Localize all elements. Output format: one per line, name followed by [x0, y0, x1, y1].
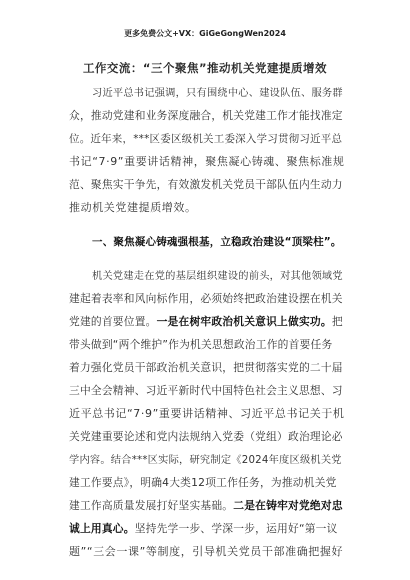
body-text-line	[69, 545, 343, 559]
line-text: 学内容。结合***区实际，研究制定《2024年度区级机关党	[69, 454, 342, 466]
line-text: 着力强化党员干部政治机关意识，把贯彻落实党的二十届	[69, 361, 343, 374]
line-text: 三中全会精神、习近平新时代中国特色社会主义思想、习	[69, 384, 343, 397]
line-text: 推动机关党建提质增效。	[69, 201, 197, 214]
body-text-line	[69, 522, 338, 536]
body-text-line	[69, 201, 197, 215]
line-tail-text: 坚持先学一步、学深一步，运用好“第一议	[134, 522, 338, 535]
document-title: 工作交流：“三个聚焦”推动机关党建提质增效	[82, 61, 328, 75]
line-text: 一、聚焦凝心铸魂强根基，立稳政治建设“顶梁柱”。	[92, 236, 342, 248]
body-text-line	[69, 132, 342, 146]
body-text-line	[69, 384, 343, 398]
body-text-line	[69, 453, 342, 467]
body-text-line	[69, 361, 343, 375]
line-text: 关党建重要论述和党内法规纳入党委（党组）政治理论必	[69, 430, 343, 443]
section-heading	[92, 235, 342, 249]
body-text-line	[69, 292, 343, 306]
body-text-line	[69, 430, 343, 444]
line-text: 习近平总书记强调，只有围绕中心、建设队伍、服务群	[92, 87, 343, 99]
emphasis-text: 一是在树牢政治机关意识上做实功。	[156, 315, 332, 328]
line-text: 建工作要点》，明确4大类12项工作任务，为推动机关党	[69, 476, 337, 489]
body-text-line	[69, 155, 345, 169]
line-text: 题”“三会一课”等制度，引导机关党员干部准确把握好	[69, 545, 344, 558]
body-text-line	[69, 315, 343, 329]
line-text: 众，推动党建和业务深度融合，机关党建工作才能找准定	[69, 109, 343, 122]
body-text-line	[69, 178, 343, 192]
line-text: 建工作高质量发展打好坚实基础。	[69, 499, 234, 512]
body-text-line	[69, 499, 343, 513]
emphasis-text: 二是在铸牢对党绝对忠	[233, 499, 343, 512]
body-text-line	[69, 109, 343, 123]
page-header-note: 更多免费公文+VX：GiGeGongWen2024	[124, 29, 286, 38]
body-text-line	[92, 86, 343, 100]
line-text: 带头做到“两个维护”作为机关思想政治工作的首要任务	[69, 338, 333, 351]
body-text-line	[69, 476, 337, 490]
line-text: 近平总书记“7·9”重要讲话精神、习近平总书记关于机	[69, 407, 345, 420]
line-text: 书记“7·9”重要讲话精神，聚焦凝心铸魂、聚焦标准规	[69, 155, 345, 168]
line-text: 位。近年来，***区委区级机关工委深入学习贯彻习近平总	[69, 133, 343, 145]
body-text-line	[69, 407, 345, 421]
line-text: 党建的首要位置。	[69, 315, 157, 328]
line-tail-text: 把	[331, 315, 343, 328]
line-text: 机关党建走在党的基层组织建设的前头，对其他领域党	[92, 270, 343, 282]
line-text: 建起着表率和风向标作用，必须始终把政治建设摆在机关	[69, 292, 343, 305]
body-text-line	[69, 338, 332, 352]
body-text-line	[92, 269, 343, 283]
line-text: 范、聚焦实干争先，有效激发机关党员干部队伍内生动力	[69, 178, 343, 191]
emphasis-text: 诚上用真心。	[69, 522, 135, 535]
